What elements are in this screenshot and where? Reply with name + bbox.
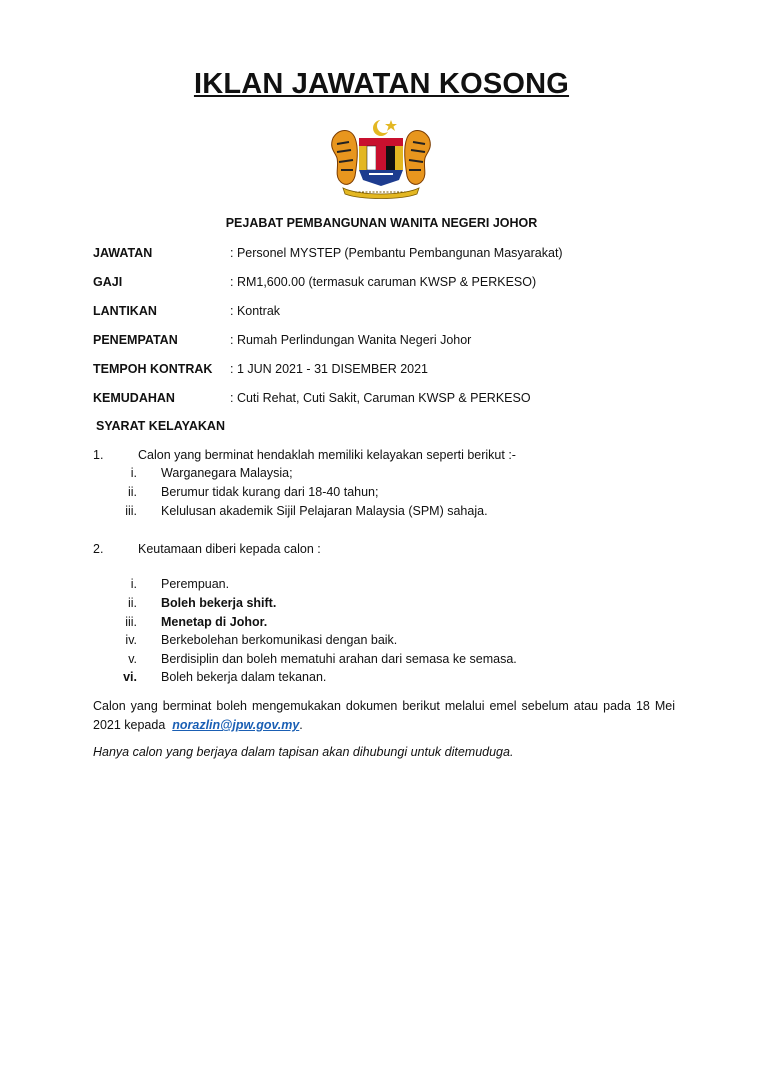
list-item-numeral: iii. xyxy=(125,504,137,518)
section-text: Keutamaan diberi kepada calon : xyxy=(138,542,321,556)
detail-label-penempatan: PENEMPATAN xyxy=(93,333,178,347)
detail-label-gaji: GAJI xyxy=(93,275,123,289)
list-item-numeral: i. xyxy=(130,577,137,591)
detail-value-penempatan: : Rumah Perlindungan Wanita Negeri Johor xyxy=(230,333,472,347)
page-title: IKLAN JAWATAN KOSONG xyxy=(193,68,570,100)
list-item: Kelulusan akademik Sijil Pelajaran Malaysia (SPM) sahaja. xyxy=(161,504,488,518)
application-text: Calon yang berminat boleh mengemukakan dokumen berikut melalui emel sebelum atau pada 18 Mei 2021 kepada xyxy=(93,699,675,732)
list-item-numeral: ii. xyxy=(127,596,137,610)
list-item-numeral: iv. xyxy=(125,633,137,647)
section-text: Calon yang berminat hendaklah memiliki kelayakan seperti berikut :- xyxy=(138,448,516,462)
list-item: Perempuan. xyxy=(161,577,230,591)
interview-note: Hanya calon yang berjaya dalam tapisan akan dihubungi untuk ditemuduga. xyxy=(93,745,514,759)
malaysia-coat-of-arms-icon xyxy=(325,118,437,200)
detail-value-jawatan: : Personel MYSTEP (Pembantu Pembangunan Masyarakat) xyxy=(230,246,563,260)
section-number: 2. xyxy=(93,542,104,556)
list-item: Berdisiplin dan boleh mematuhi arahan dari semasa ke semasa. xyxy=(161,652,517,666)
application-paragraph xyxy=(93,697,675,735)
list-item: Warganegara Malaysia; xyxy=(161,466,293,480)
detail-label-tempoh-kontrak: TEMPOH KONTRAK xyxy=(93,362,213,376)
list-item: Boleh bekerja shift. xyxy=(161,596,277,610)
requirements-heading: SYARAT KELAYAKAN xyxy=(96,419,225,433)
detail-label-kemudahan: KEMUDAHAN xyxy=(93,391,175,405)
list-item-numeral: i. xyxy=(130,466,137,480)
list-item-numeral: v. xyxy=(128,652,137,666)
detail-value-kemudahan: : Cuti Rehat, Cuti Sakit, Caruman KWSP & PERKESO xyxy=(230,391,531,405)
detail-value-tempoh-kontrak: : 1 JUN 2021 - 31 DISEMBER 2021 xyxy=(230,362,429,376)
section-number: 1. xyxy=(93,448,104,462)
email-link[interactable]: norazlin@jpw.gov.my xyxy=(172,718,300,732)
list-item-numeral: vi. xyxy=(123,670,137,684)
detail-label-jawatan: JAWATAN xyxy=(93,246,153,260)
list-item-numeral: ii. xyxy=(127,485,137,499)
list-item: Boleh bekerja dalam tekanan. xyxy=(161,670,327,684)
detail-value-gaji: : RM1,600.00 (termasuk caruman KWSP & PERKESO) xyxy=(230,275,537,289)
detail-label-lantikan: LANTIKAN xyxy=(93,304,157,318)
list-item: Menetap di Johor. xyxy=(161,615,268,629)
application-end: . xyxy=(299,718,303,732)
organization-name: PEJABAT PEMBANGUNAN WANITA NEGERI JOHOR xyxy=(225,216,538,230)
list-item-numeral: iii. xyxy=(125,615,137,629)
list-item: Berumur tidak kurang dari 18-40 tahun; xyxy=(161,485,379,499)
list-item: Berkebolehan berkomunikasi dengan baik. xyxy=(161,633,398,647)
detail-value-lantikan: : Kontrak xyxy=(230,304,281,318)
